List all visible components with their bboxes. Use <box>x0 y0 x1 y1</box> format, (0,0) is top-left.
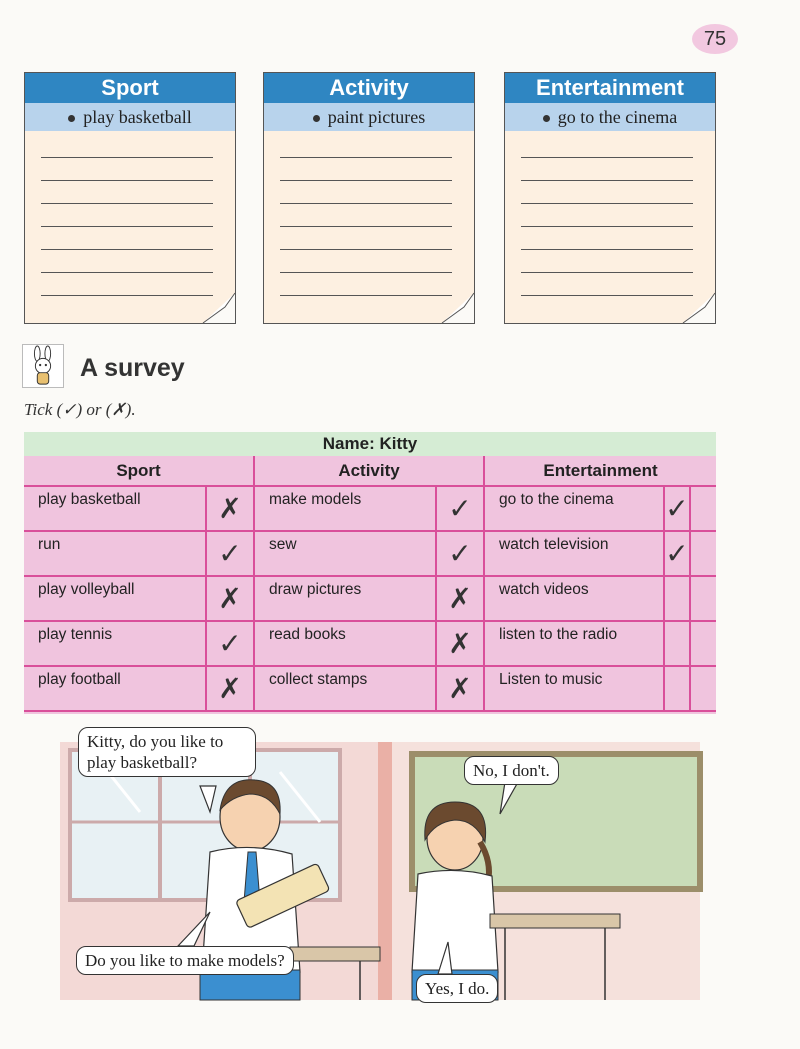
speech-bubble-girl-2: Yes, I do. <box>416 974 498 1003</box>
page-curl-icon <box>203 293 235 323</box>
bullet-icon <box>68 115 75 122</box>
page-number: 75 <box>692 24 738 54</box>
mark-cell[interactable]: ✓ <box>664 486 690 531</box>
survey-item: run <box>24 531 206 576</box>
survey-table <box>24 432 716 714</box>
survey-item: go to the cinema <box>484 486 664 531</box>
section-title: A survey <box>80 354 185 382</box>
survey-item: make models <box>254 486 436 531</box>
writing-lines[interactable] <box>41 157 213 318</box>
empty-cell[interactable] <box>690 486 716 531</box>
survey-item: play volleyball <box>24 576 206 621</box>
survey-item: play tennis <box>24 621 206 666</box>
survey-item: sew <box>254 531 436 576</box>
card-example: paint pictures <box>264 103 474 131</box>
mark-cell[interactable]: ✗ <box>206 486 254 531</box>
header-sport: Sport <box>24 456 254 486</box>
mark-cell[interactable]: ✓ <box>206 621 254 666</box>
mark-cell[interactable]: ✓ <box>206 531 254 576</box>
card-title: Activity <box>264 73 474 103</box>
mark-cell[interactable] <box>664 666 690 711</box>
mark-cell[interactable]: ✓ <box>436 486 484 531</box>
mark-cell[interactable]: ✗ <box>436 666 484 711</box>
table-row <box>24 486 716 531</box>
table-row <box>24 621 716 666</box>
survey-item: watch television <box>484 531 664 576</box>
survey-item: watch videos <box>484 576 664 621</box>
bullet-icon <box>313 115 320 122</box>
survey-item: play football <box>24 666 206 711</box>
sport-card <box>24 72 236 324</box>
page-curl-icon <box>683 293 715 323</box>
writing-lines[interactable] <box>521 157 693 318</box>
survey-item: play basketball <box>24 486 206 531</box>
survey-item: Listen to music <box>484 666 664 711</box>
activity-card <box>263 72 475 324</box>
header-entertainment: Entertainment <box>484 456 716 486</box>
empty-cell[interactable] <box>690 531 716 576</box>
empty-cell[interactable] <box>690 576 716 621</box>
survey-item: listen to the radio <box>484 621 664 666</box>
writing-lines[interactable] <box>280 157 452 318</box>
comic-illustration <box>60 732 700 1000</box>
empty-cell[interactable] <box>690 666 716 711</box>
speech-bubble-girl-1: No, I don't. <box>464 756 559 785</box>
card-title: Entertainment <box>505 73 715 103</box>
card-example: go to the cinema <box>505 103 715 131</box>
instruction-text: Tick (✓) or (✗). <box>24 400 136 419</box>
entertainment-card <box>504 72 716 324</box>
rabbit-icon <box>22 344 64 388</box>
table-row <box>24 666 716 711</box>
mark-cell[interactable]: ✗ <box>206 666 254 711</box>
bullet-icon <box>543 115 550 122</box>
table-row <box>24 531 716 576</box>
mark-cell[interactable]: ✗ <box>206 576 254 621</box>
survey-item: read books <box>254 621 436 666</box>
survey-item: collect stamps <box>254 666 436 711</box>
mark-cell[interactable] <box>664 621 690 666</box>
mark-cell[interactable] <box>664 576 690 621</box>
empty-cell[interactable] <box>690 621 716 666</box>
card-title: Sport <box>25 73 235 103</box>
survey-item: draw pictures <box>254 576 436 621</box>
table-row <box>24 576 716 621</box>
speech-bubble-boy-1: Kitty, do you like to play basketball? <box>78 727 256 777</box>
header-activity: Activity <box>254 456 484 486</box>
card-example: play basketball <box>25 103 235 131</box>
mark-cell[interactable]: ✓ <box>436 531 484 576</box>
mark-cell[interactable]: ✓ <box>664 531 690 576</box>
speech-bubble-boy-2: Do you like to make models? <box>76 946 294 975</box>
survey-name: Name: Kitty <box>24 432 716 456</box>
mark-cell[interactable]: ✗ <box>436 576 484 621</box>
mark-cell[interactable]: ✗ <box>436 621 484 666</box>
page-curl-icon <box>442 293 474 323</box>
